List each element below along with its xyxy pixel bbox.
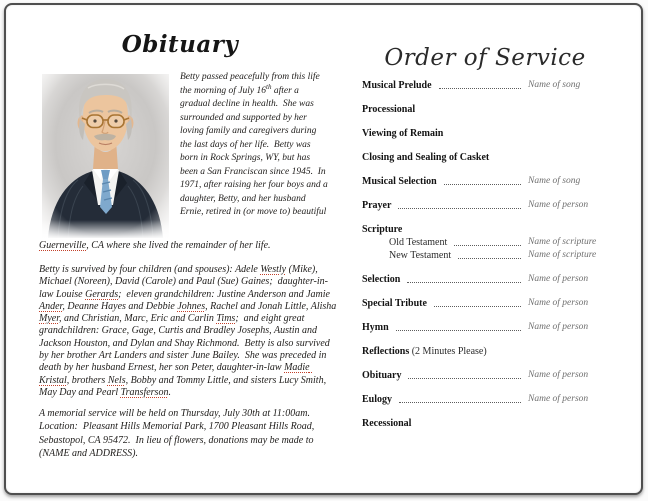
dotted-leader <box>439 87 521 89</box>
memorial-service-paragraph: A memorial service will be held on Thursday, July 30th at 11:00am. Location: Pleasant Hills Memorial Park, 1700 Pleasant Hills Road, Sebastopol, CA 95472. In lieu of flowers, donations may be made to (NAME and ADDRESS). <box>39 408 317 460</box>
service-item-label: Prayer <box>362 200 392 211</box>
service-item-label: Closing and Sealing of Casket <box>362 152 490 163</box>
service-item-processional <box>362 103 614 116</box>
man-portrait-illustration <box>42 74 169 238</box>
obituary-family-paragraph: Betty is survived by four children (and spouses): Adele Westly (Mike), Michael (Noreen), David (Carole) and Paul (Sue) Gaines; daughter-in-law Louise Gerards; eleven grandchildren: Justine Anderson and Jamie Ander, Deanne Hayes and Debbie Johnes, Rachel and Jonah Little, Alisha Myer, and Christian, Marc, Eric and Carlin Tims; and eight great grandchildren: Grace, Gage, Curtis and Bradley Josephs, Austin and Jackson Houston, and Dylan and Shay Richmond. Betty is also survived by her brother Art Landers and sister June Bailey. She was preceded in death by her husband Ernest, her son Peter, daughter-in-law Madie Kristal, brothers Nels, Bobby and Tommy Little, and sisters Lucy Smith, May Day and Pearl Transferson. <box>39 264 339 398</box>
service-item-placeholder: Name of scripture <box>528 237 597 247</box>
service-item-placeholder: Name of song <box>528 80 581 90</box>
misspelled-word: Gerards <box>85 288 119 300</box>
dotted-leader <box>407 281 521 283</box>
dotted-leader <box>396 329 521 331</box>
service-item-placeholder: Name of person <box>528 370 589 380</box>
service-item-placeholder: Name of person <box>528 322 589 332</box>
service-item-recessional <box>362 417 614 430</box>
service-item-special-tribute <box>362 297 614 310</box>
service-item-musical-prelude <box>362 79 614 92</box>
service-item-placeholder: Name of person <box>528 200 589 210</box>
service-item-placeholder: Name of person <box>528 274 589 284</box>
service-item-obituary <box>362 369 614 382</box>
dotted-leader <box>398 207 521 209</box>
dotted-leader <box>444 183 521 185</box>
order-of-service-title: Order of Service <box>384 45 586 71</box>
service-item-placeholder: Name of scripture <box>528 250 597 260</box>
misspelled-word: Madie Kristal <box>39 362 313 386</box>
dotted-leader <box>408 377 521 379</box>
misspelled-word: Nels <box>107 374 126 386</box>
misspelled-word: Ander <box>39 300 63 312</box>
misspelled-word: Transferson <box>120 386 169 398</box>
service-item-placeholder: Name of song <box>528 176 581 186</box>
service-item-label: Scripture <box>362 224 403 235</box>
service-item-musical-selection <box>362 175 614 188</box>
service-item-new-testament <box>362 249 614 262</box>
service-item-label: Old Testament <box>389 237 448 248</box>
portrait-photo <box>42 74 169 238</box>
service-item-old-testament <box>362 236 614 249</box>
service-item-placeholder: Name of person <box>528 394 589 404</box>
service-item-placeholder: Name of person <box>528 298 589 308</box>
service-item-selection <box>362 273 614 286</box>
service-item-closing-and-sealing-of-casket <box>362 151 614 164</box>
misspelled-word: Tims <box>216 313 236 325</box>
service-item-label: Special Tribute <box>362 298 427 309</box>
service-item-scripture <box>362 223 614 236</box>
service-item-prayer <box>362 199 614 212</box>
service-item-viewing-of-remain <box>362 127 614 140</box>
dotted-leader <box>434 305 521 307</box>
service-item-label: Musical Prelude <box>362 80 432 91</box>
misspelled-word: Myer <box>39 313 59 325</box>
service-item-label: Selection <box>362 274 401 285</box>
service-item-label: Obituary <box>362 370 402 381</box>
misspelled-word: Johnes <box>177 300 206 312</box>
misspelled-word: Guerneville <box>39 240 87 251</box>
service-item-label: Recessional <box>362 418 412 429</box>
service-item-note: (2 Minutes Please) <box>409 346 487 357</box>
service-item-label: Reflections <box>362 346 410 357</box>
order-of-service-list <box>362 79 614 430</box>
service-item-label: Musical Selection <box>362 176 437 187</box>
service-item-label: Hymn <box>362 322 389 333</box>
obituary-intro-paragraph: Betty passed peacefully from this life the morning of July 16th after a gradual decline in health. She was surrounded and supported by her loving family and caregivers during the last days of her life. Betty was born in Rock Springs, WY, but has been a San Franciscan since 1945. In 1971, after raising her four boys and a daughter, Betty, and her husband Ernie, retired in (or move to) beautiful <box>180 72 331 217</box>
dotted-leader <box>454 244 521 246</box>
service-item-label: Viewing of Remain <box>362 128 444 139</box>
program-sheet <box>4 3 643 495</box>
service-item-eulogy <box>362 393 614 406</box>
dotted-leader <box>458 257 521 259</box>
service-item-label: Processional <box>362 104 416 115</box>
dotted-leader <box>399 401 521 403</box>
service-item-hymn <box>362 321 614 334</box>
service-item-label: New Testament <box>389 250 452 261</box>
obituary-title: Obituary <box>121 31 239 58</box>
service-item-reflections <box>362 345 614 358</box>
misspelled-word: Westly <box>260 264 287 275</box>
obituary-residence-line: Guerneville, CA where she lived the remainder of her life. <box>39 240 271 251</box>
service-item-label: Eulogy <box>362 394 393 405</box>
